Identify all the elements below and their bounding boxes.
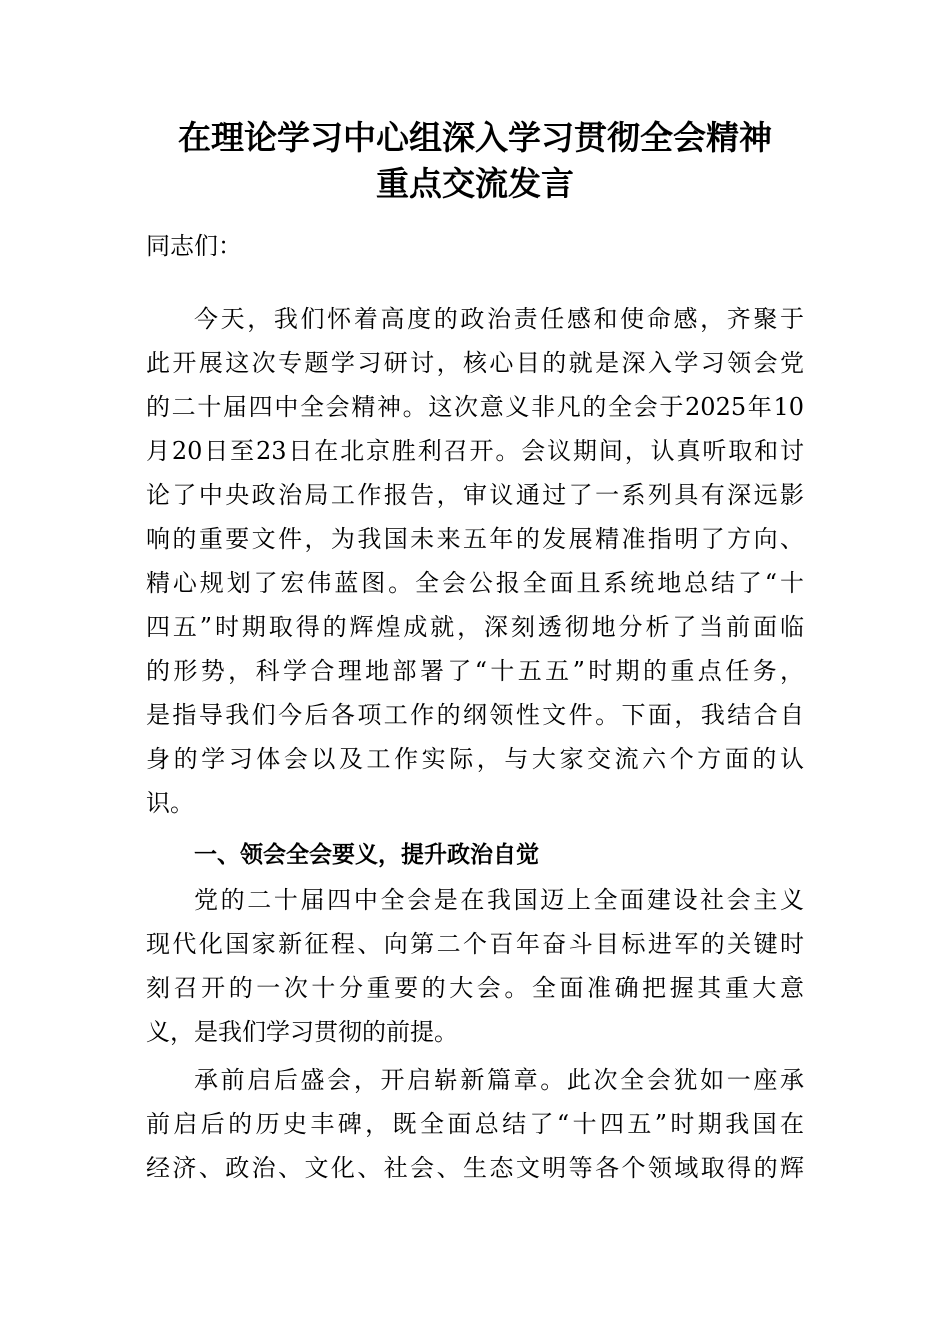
intro-line: 是指导我们今后各项工作的纲领性文件。下面，我结合自 [146, 701, 804, 729]
section1-para1-line: 党的二十届四中全会是在我国迈上全面建设社会主义 [194, 886, 804, 914]
intro-line: 论了中央政治局工作报告，审议通过了一系列具有深远影 [146, 481, 804, 509]
section1-para2-line: 经济、政治、文化、社会、生态文明等各个领域取得的辉 [146, 1154, 804, 1182]
intro-line: 身的学习体会以及工作实际，与大家交流六个方面的认 [146, 745, 804, 773]
intro-line: 响的重要文件，为我国未来五年的发展精准指明了方向、 [146, 525, 804, 553]
intro-line: 精心规划了宏伟蓝图。全会公报全面且系统地总结了“十 [146, 569, 804, 597]
intro-line: 此开展这次专题学习研讨，核心目的就是深入学习领会党 [146, 349, 804, 377]
intro-line: 月20日至23日在北京胜利召开。会议期间，认真听取和讨 [146, 437, 804, 465]
intro-line: 的形势，科学合理地部署了“十五五”时期的重点任务， [146, 657, 804, 685]
document-title-line-2: 重点交流发言 [376, 164, 574, 203]
intro-line: 四五”时期取得的辉煌成就，深刻透彻地分析了当前面临 [146, 613, 804, 641]
intro-line: 的二十届四中全会精神。这次意义非凡的全会于2025年10 [146, 393, 804, 421]
salutation: 同志们： [146, 232, 242, 260]
section1-para1-line: 刻召开的一次十分重要的大会。全面准确把握其重大意 [146, 974, 804, 1002]
intro-line: 今天，我们怀着高度的政治责任感和使命感，齐聚于 [194, 305, 804, 333]
document-title-line-1: 在理论学习中心组深入学习贯彻全会精神 [178, 118, 772, 157]
intro-line: 识。 [146, 789, 194, 817]
section-heading: 一、领会全会要义，提升政治自觉 [194, 842, 539, 868]
section1-para2-line: 前启后的历史丰碑，既全面总结了“十四五”时期我国在 [146, 1110, 804, 1138]
section1-para1-line: 义，是我们学习贯彻的前提。 [146, 1018, 458, 1046]
section1-para1-line: 现代化国家新征程、向第二个百年奋斗目标进军的关键时 [146, 930, 804, 958]
section1-para2-line: 承前启后盛会，开启崭新篇章。此次全会犹如一座承 [194, 1066, 804, 1094]
